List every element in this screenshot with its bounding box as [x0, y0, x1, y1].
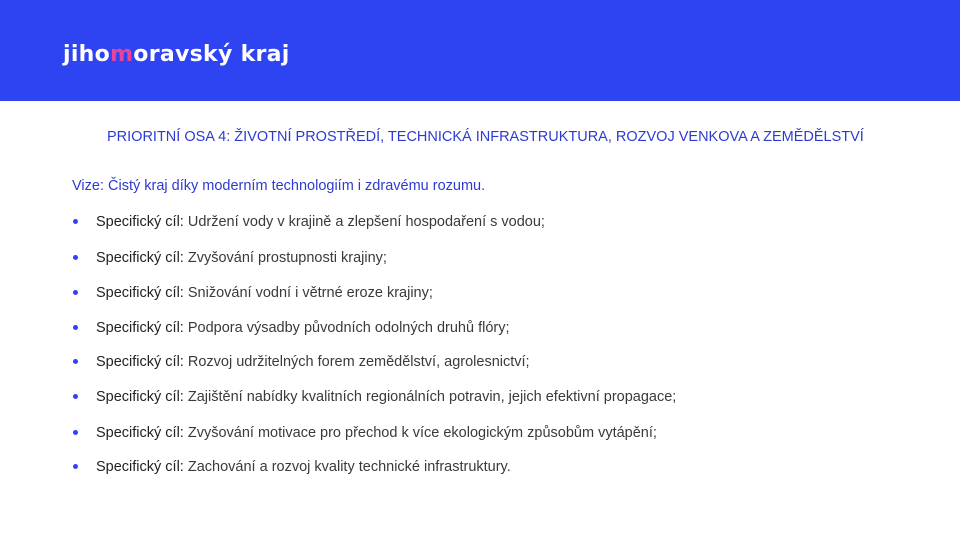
- goal-text: Zvyšování motivace pro přechod k více ekologickým způsobům vytápění;: [187, 425, 657, 441]
- goal-text: Zvyšování prostupnosti krajiny;: [187, 250, 387, 266]
- goal-label: Specifický cíl:: [96, 250, 184, 266]
- goal-label: Specifický cíl:: [96, 389, 184, 405]
- goal-text: Rozvoj udržitelných forem zemědělství, agrolesnictví;: [187, 354, 530, 370]
- list-item: [73, 283, 433, 303]
- logo: [63, 42, 290, 67]
- goal-text: Podpora výsadby původních odolných druhů flóry;: [187, 320, 510, 336]
- bullet-icon: [73, 255, 78, 260]
- header-bar: [0, 0, 960, 101]
- list-item: [73, 387, 676, 407]
- goal-label: Specifický cíl:: [96, 214, 184, 230]
- section-title: PRIORITNÍ OSA 4: ŽIVOTNÍ PROSTŘEDÍ, TECHNICKÁ INFRASTRUKTURA, ROZVOJ VENKOVA A ZEMĚDĚLSTVÍ: [107, 129, 864, 145]
- goal-label: Specifický cíl:: [96, 354, 184, 370]
- goal-text: Udržení vody v krajině a zlepšení hospodaření s vodou;: [187, 214, 545, 230]
- goal-label: Specifický cíl:: [96, 425, 184, 441]
- list-item: [73, 248, 387, 268]
- bullet-icon: [73, 219, 78, 224]
- goal-text: Zajištění nabídky kvalitních regionálních potravin, jejich efektivní propagace;: [187, 389, 677, 405]
- list-item: [73, 352, 530, 372]
- bullet-icon: [73, 430, 78, 435]
- bullet-icon: [73, 394, 78, 399]
- list-item: [73, 318, 510, 338]
- goal-label: Specifický cíl:: [96, 459, 184, 475]
- goal-text: Zachování a rozvoj kvality technické infrastruktury.: [187, 459, 511, 475]
- logo-accent-letter: m: [110, 42, 134, 67]
- bullet-icon: [73, 325, 78, 330]
- list-item: [73, 212, 545, 232]
- list-item: [73, 423, 657, 443]
- list-item: [73, 457, 511, 477]
- goal-label: Specifický cíl:: [96, 320, 184, 336]
- goal-label: Specifický cíl:: [96, 285, 184, 301]
- goal-text: Snižování vodní i větrné eroze krajiny;: [187, 285, 433, 301]
- logo-prefix: jiho: [63, 42, 111, 67]
- vision-statement: Vize: Čistý kraj díky moderním technologiím i zdravému rozumu.: [72, 178, 486, 194]
- bullet-icon: [73, 359, 78, 364]
- logo-suffix: oravský kraj: [133, 42, 290, 67]
- bullet-icon: [73, 464, 78, 469]
- bullet-icon: [73, 290, 78, 295]
